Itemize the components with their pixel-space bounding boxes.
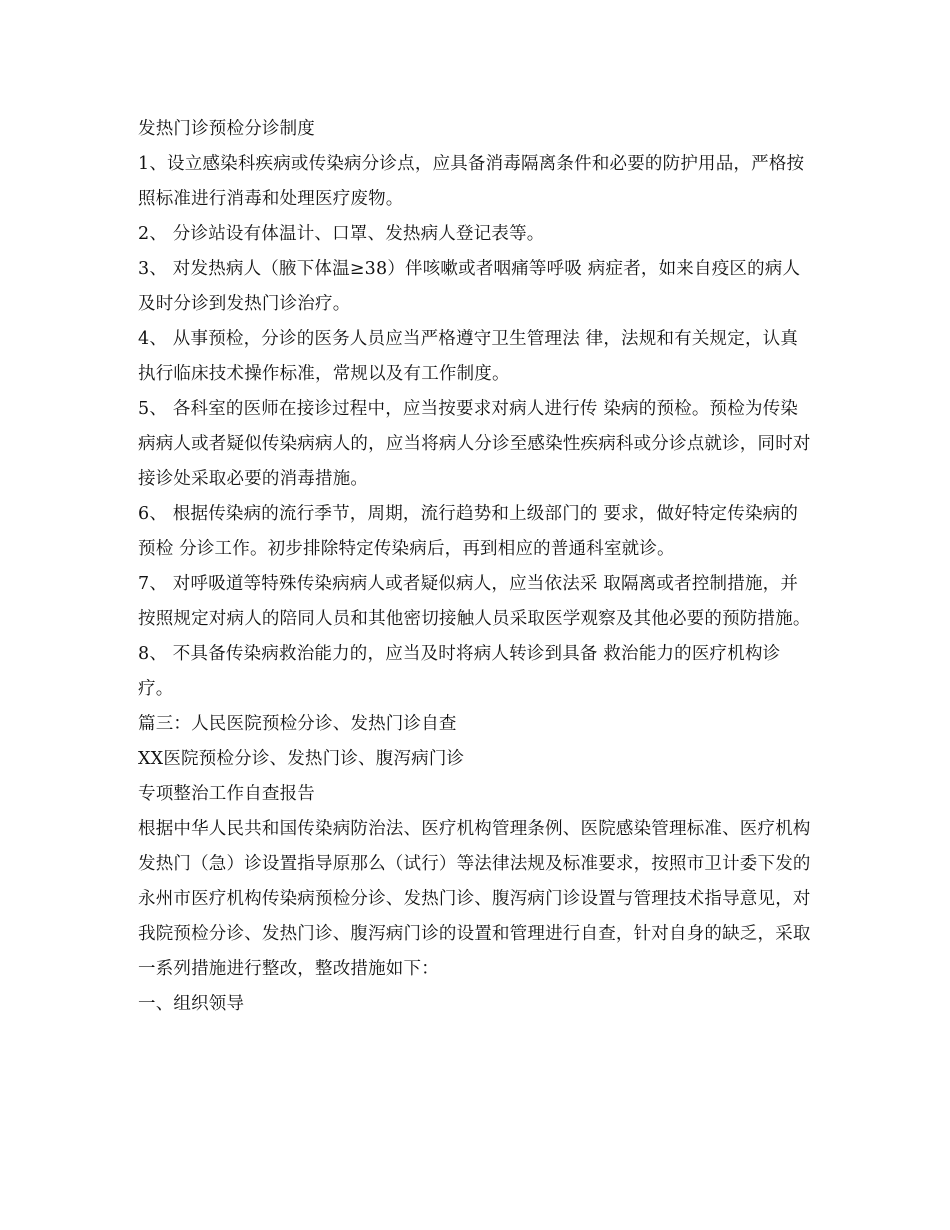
paragraph-item-1: 1、设立感染科疾病或传染病分诊点，应具备消毒隔离条件和必要的防护用品，严格按照标准进行消毒和处理医疗废物。 (138, 154, 805, 209)
paragraph-item-8: 8、 不具备传染病救治能力的，应当及时将病人转诊到具备 救治能力的医疗机构诊疗。 (138, 644, 781, 699)
paragraph-item-5: 5、 各科室的医师在接诊过程中，应当按要求对病人进行传 染病的预检。预检为传染病病人或者疑似传染病病人的，应当将病人分诊至感染性疾病科或分诊点就诊，同时对接诊处采取必要的消毒措施。 (138, 399, 811, 489)
paragraph-item-3: 3、 对发热病人（腋下体温≥38）伴咳嗽或者咽痛等呼吸 病症者，如来自疫区的病人及时分诊到发热门诊治疗。 (138, 259, 801, 314)
report-title-line-1: XX医院预检分诊、发热门诊、腹泻病门诊 (138, 749, 465, 769)
document-title: 发热门诊预检分诊制度 (138, 119, 315, 139)
section-heading: 篇三：人民医院预检分诊、发热门诊自查 (138, 714, 457, 734)
paragraph-item-2: 2、 分诊站设有体温计、口罩、发热病人登记表等。 (138, 224, 545, 244)
subsection-heading: 一、组织领导 (138, 994, 245, 1014)
paragraph-item-4: 4、 从事预检，分诊的医务人员应当严格遵守卫生管理法 律，法规和有关规定，认真执行临床技术操作标准，常规以及有工作制度。 (138, 329, 799, 384)
document-body (138, 112, 813, 1022)
report-intro-paragraph: 根据中华人民共和国传染病防治法、医疗机构管理条例、医院感染管理标准、医疗机构发热门（急）诊设置指导原那么（试行）等法律法规及标准要求，按照市卫计委下发的永州市医疗机构传染病预检分诊、发热门诊、腹泻病门诊设置与管理技术指导意见，对我院预检分诊、发热门诊、腹泻病门诊的设置和管理进行自查，针对自身的缺乏，采取一系列措施进行整改，整改措施如下： (138, 819, 811, 979)
paragraph-item-7: 7、 对呼吸道等特殊传染病病人或者疑似病人，应当依法采 取隔离或者控制措施，并按照规定对病人的陪同人员和其他密切接触人员采取医学观察及其他必要的预防措施。 (138, 574, 811, 629)
report-title-line-2: 专项整治工作自查报告 (138, 784, 315, 804)
paragraph-item-6: 6、 根据传染病的流行季节，周期，流行趋势和上级部门的 要求，做好特定传染病的预检 分诊工作。初步排除特定传染病后，再到相应的普通科室就诊。 (138, 504, 799, 559)
